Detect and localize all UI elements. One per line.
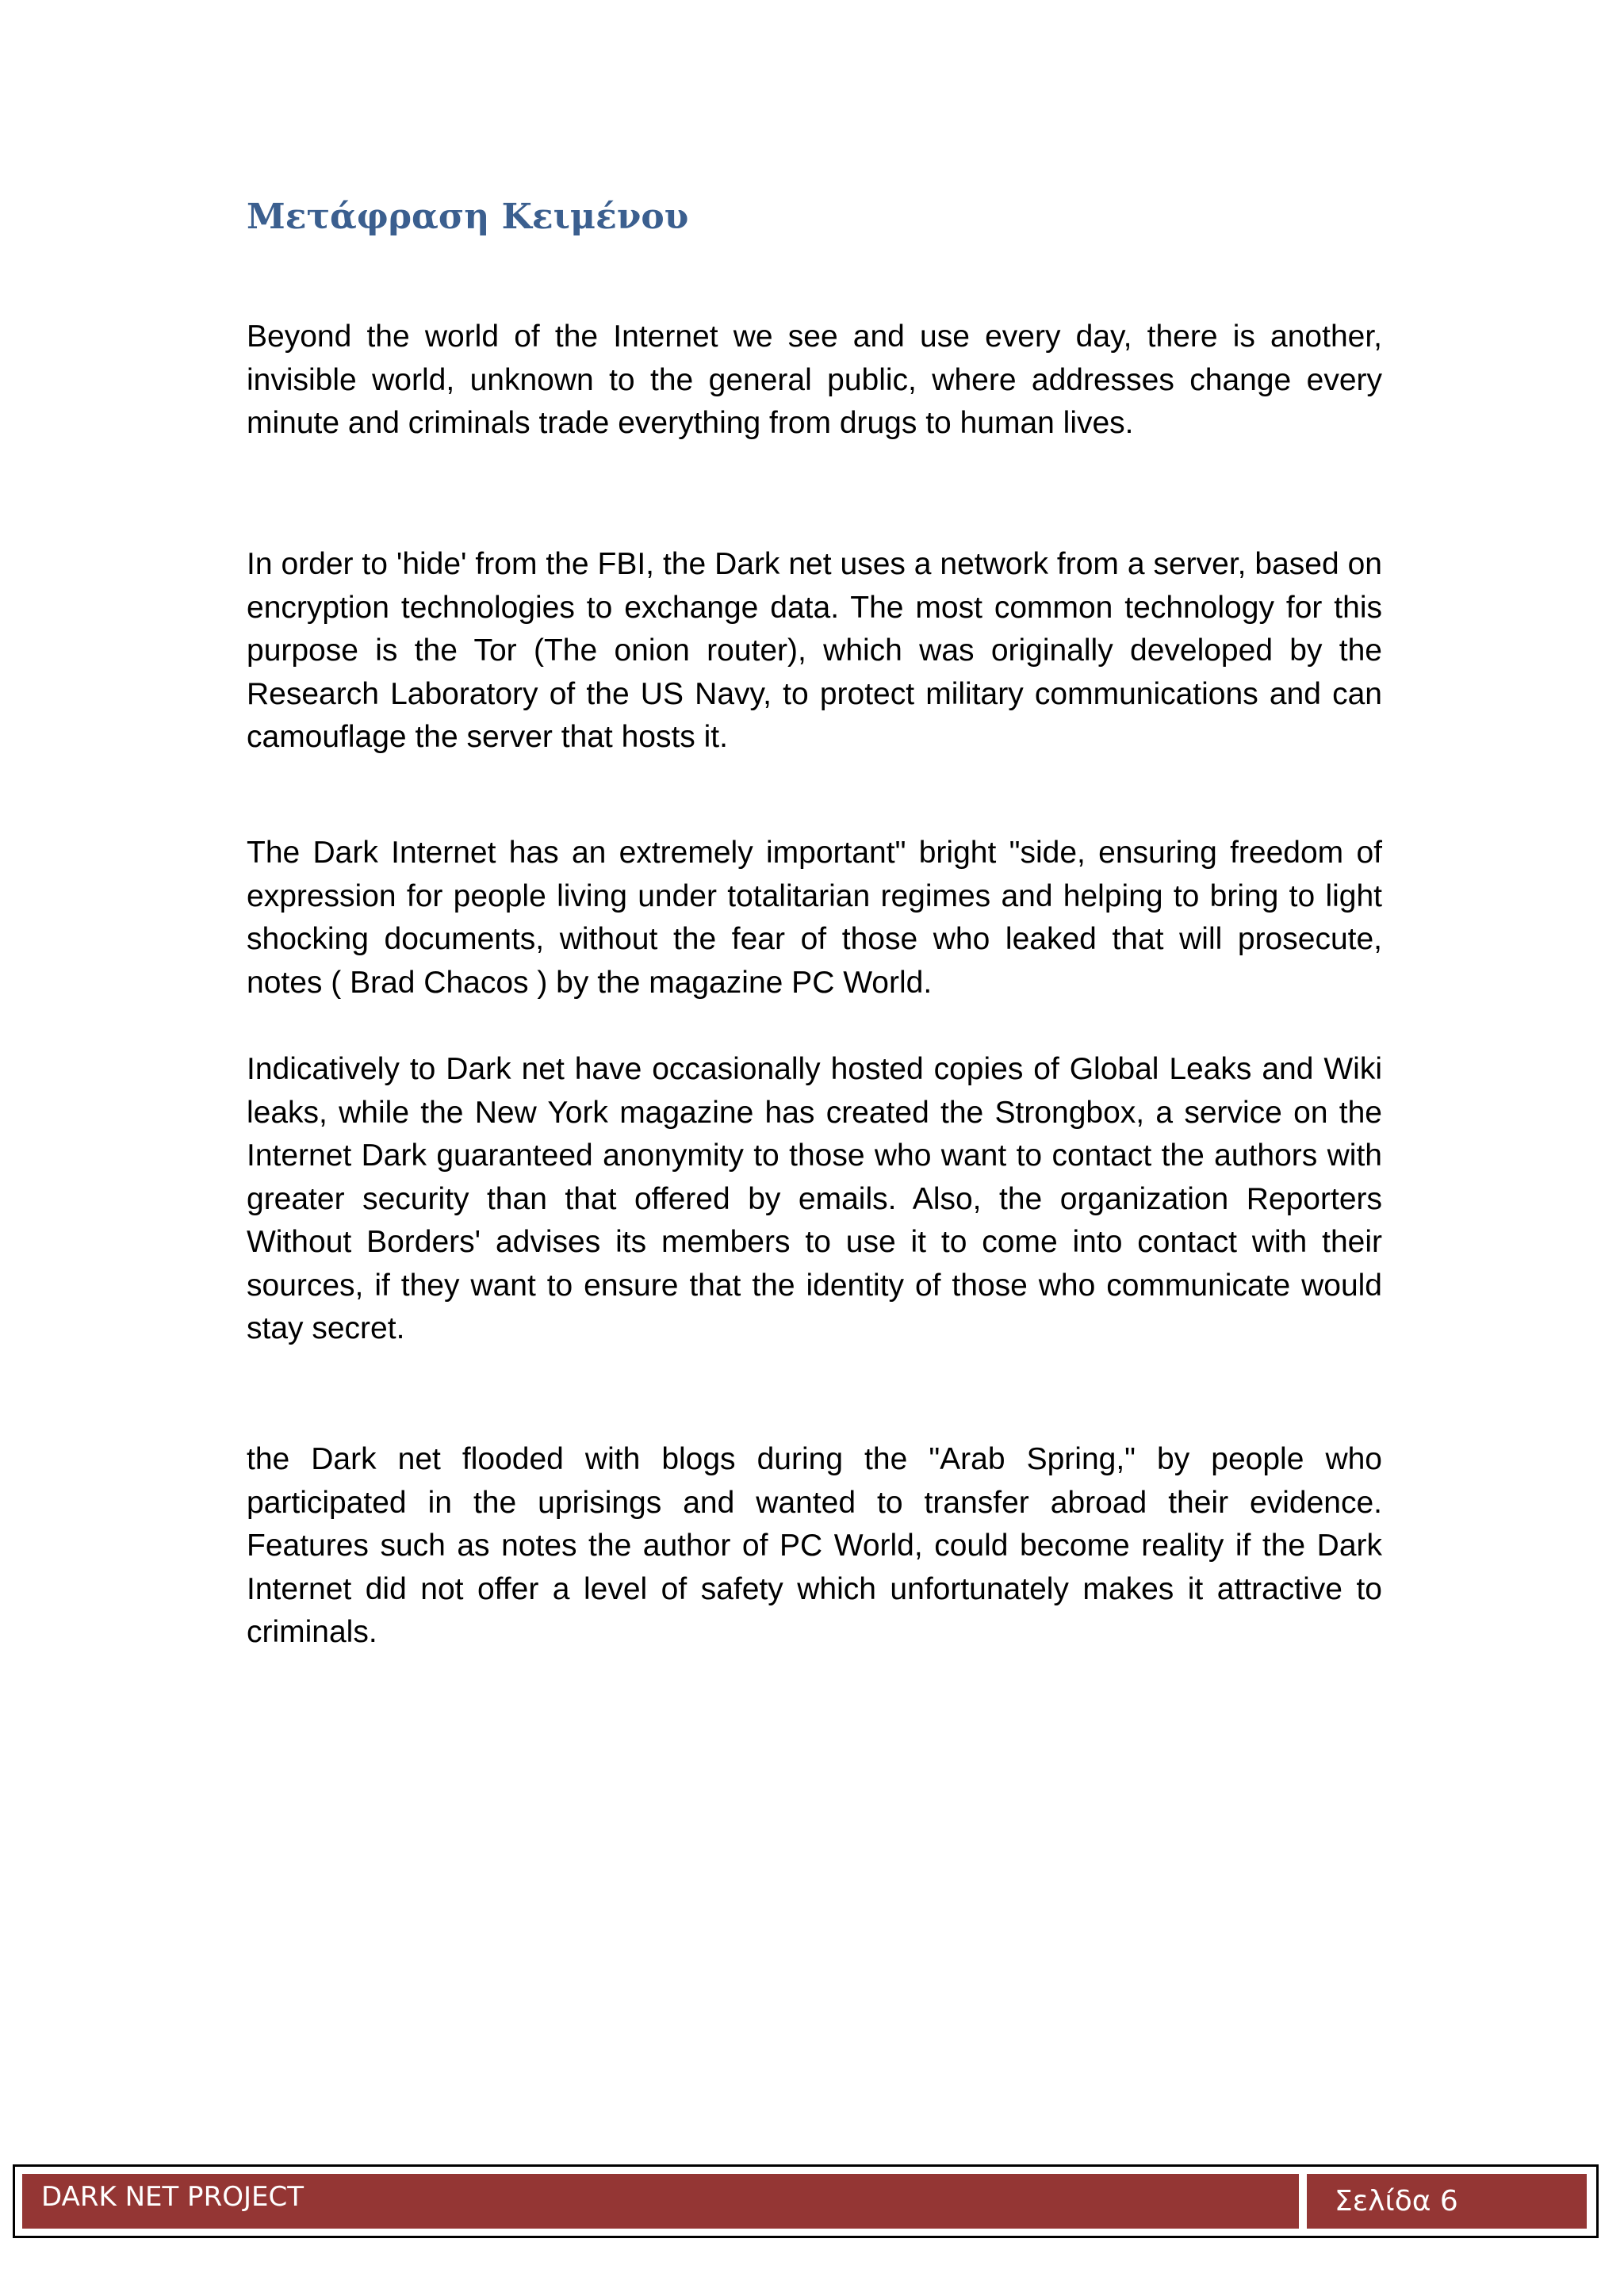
paragraph: The Dark Internet has an extremely important" bright "side, ensuring freedom of expression for people living under totalitarian regimes and helping to bring to light shocking documents, without the fear of those who leaked that will prosecute, notes ( Brad Chacos ) by the magazine PC World.	[247, 836, 1382, 1000]
page-footer	[13, 2164, 1599, 2238]
footer-page-number: Σελίδα 6	[1335, 2185, 1458, 2218]
paragraph: the Dark net flooded with blogs during the "Arab Spring," by people who participated in the uprisings and wanted to transfer abroad their evidence. Features such as notes the author of PC World, could become reality if the Dark Internet did not offer a level of safety which unfortunately makes it attractive to criminals.	[247, 1442, 1382, 1649]
section-heading: Μετάφραση Κειμένου	[247, 197, 689, 237]
footer-title-bar	[22, 2174, 1299, 2229]
paragraph: Beyond the world of the Internet we see and use every day, there is another, invisible world, unknown to the general public, where addresses change every minute and criminals trade everything from drugs to human lives.	[247, 320, 1382, 440]
paragraph: In order to 'hide' from the FBI, the Dark net uses a network from a server, based on encryption technologies to exchange data. The most common technology for this purpose is the Tor (The onion router), which was originally developed by the Research Laboratory of the US Navy, to protect military communications and can camouflage the server that hosts it.	[247, 547, 1382, 754]
footer-page-number-box	[1307, 2174, 1587, 2229]
paragraph: Indicatively to Dark net have occasionally hosted copies of Global Leaks and Wiki leaks, while the New York magazine has created the Strongbox, a service on the Internet Dark guaranteed anonymity to those who want to contact the authors with greater security than that offered by emails. Also, the organization Reporters Without Borders' advises its members to use it to come into contact with their sources, if they want to ensure that the identity of those who communicate would stay secret.	[247, 1052, 1382, 1345]
footer-project-title: DARK NET PROJECT	[41, 2180, 304, 2213]
